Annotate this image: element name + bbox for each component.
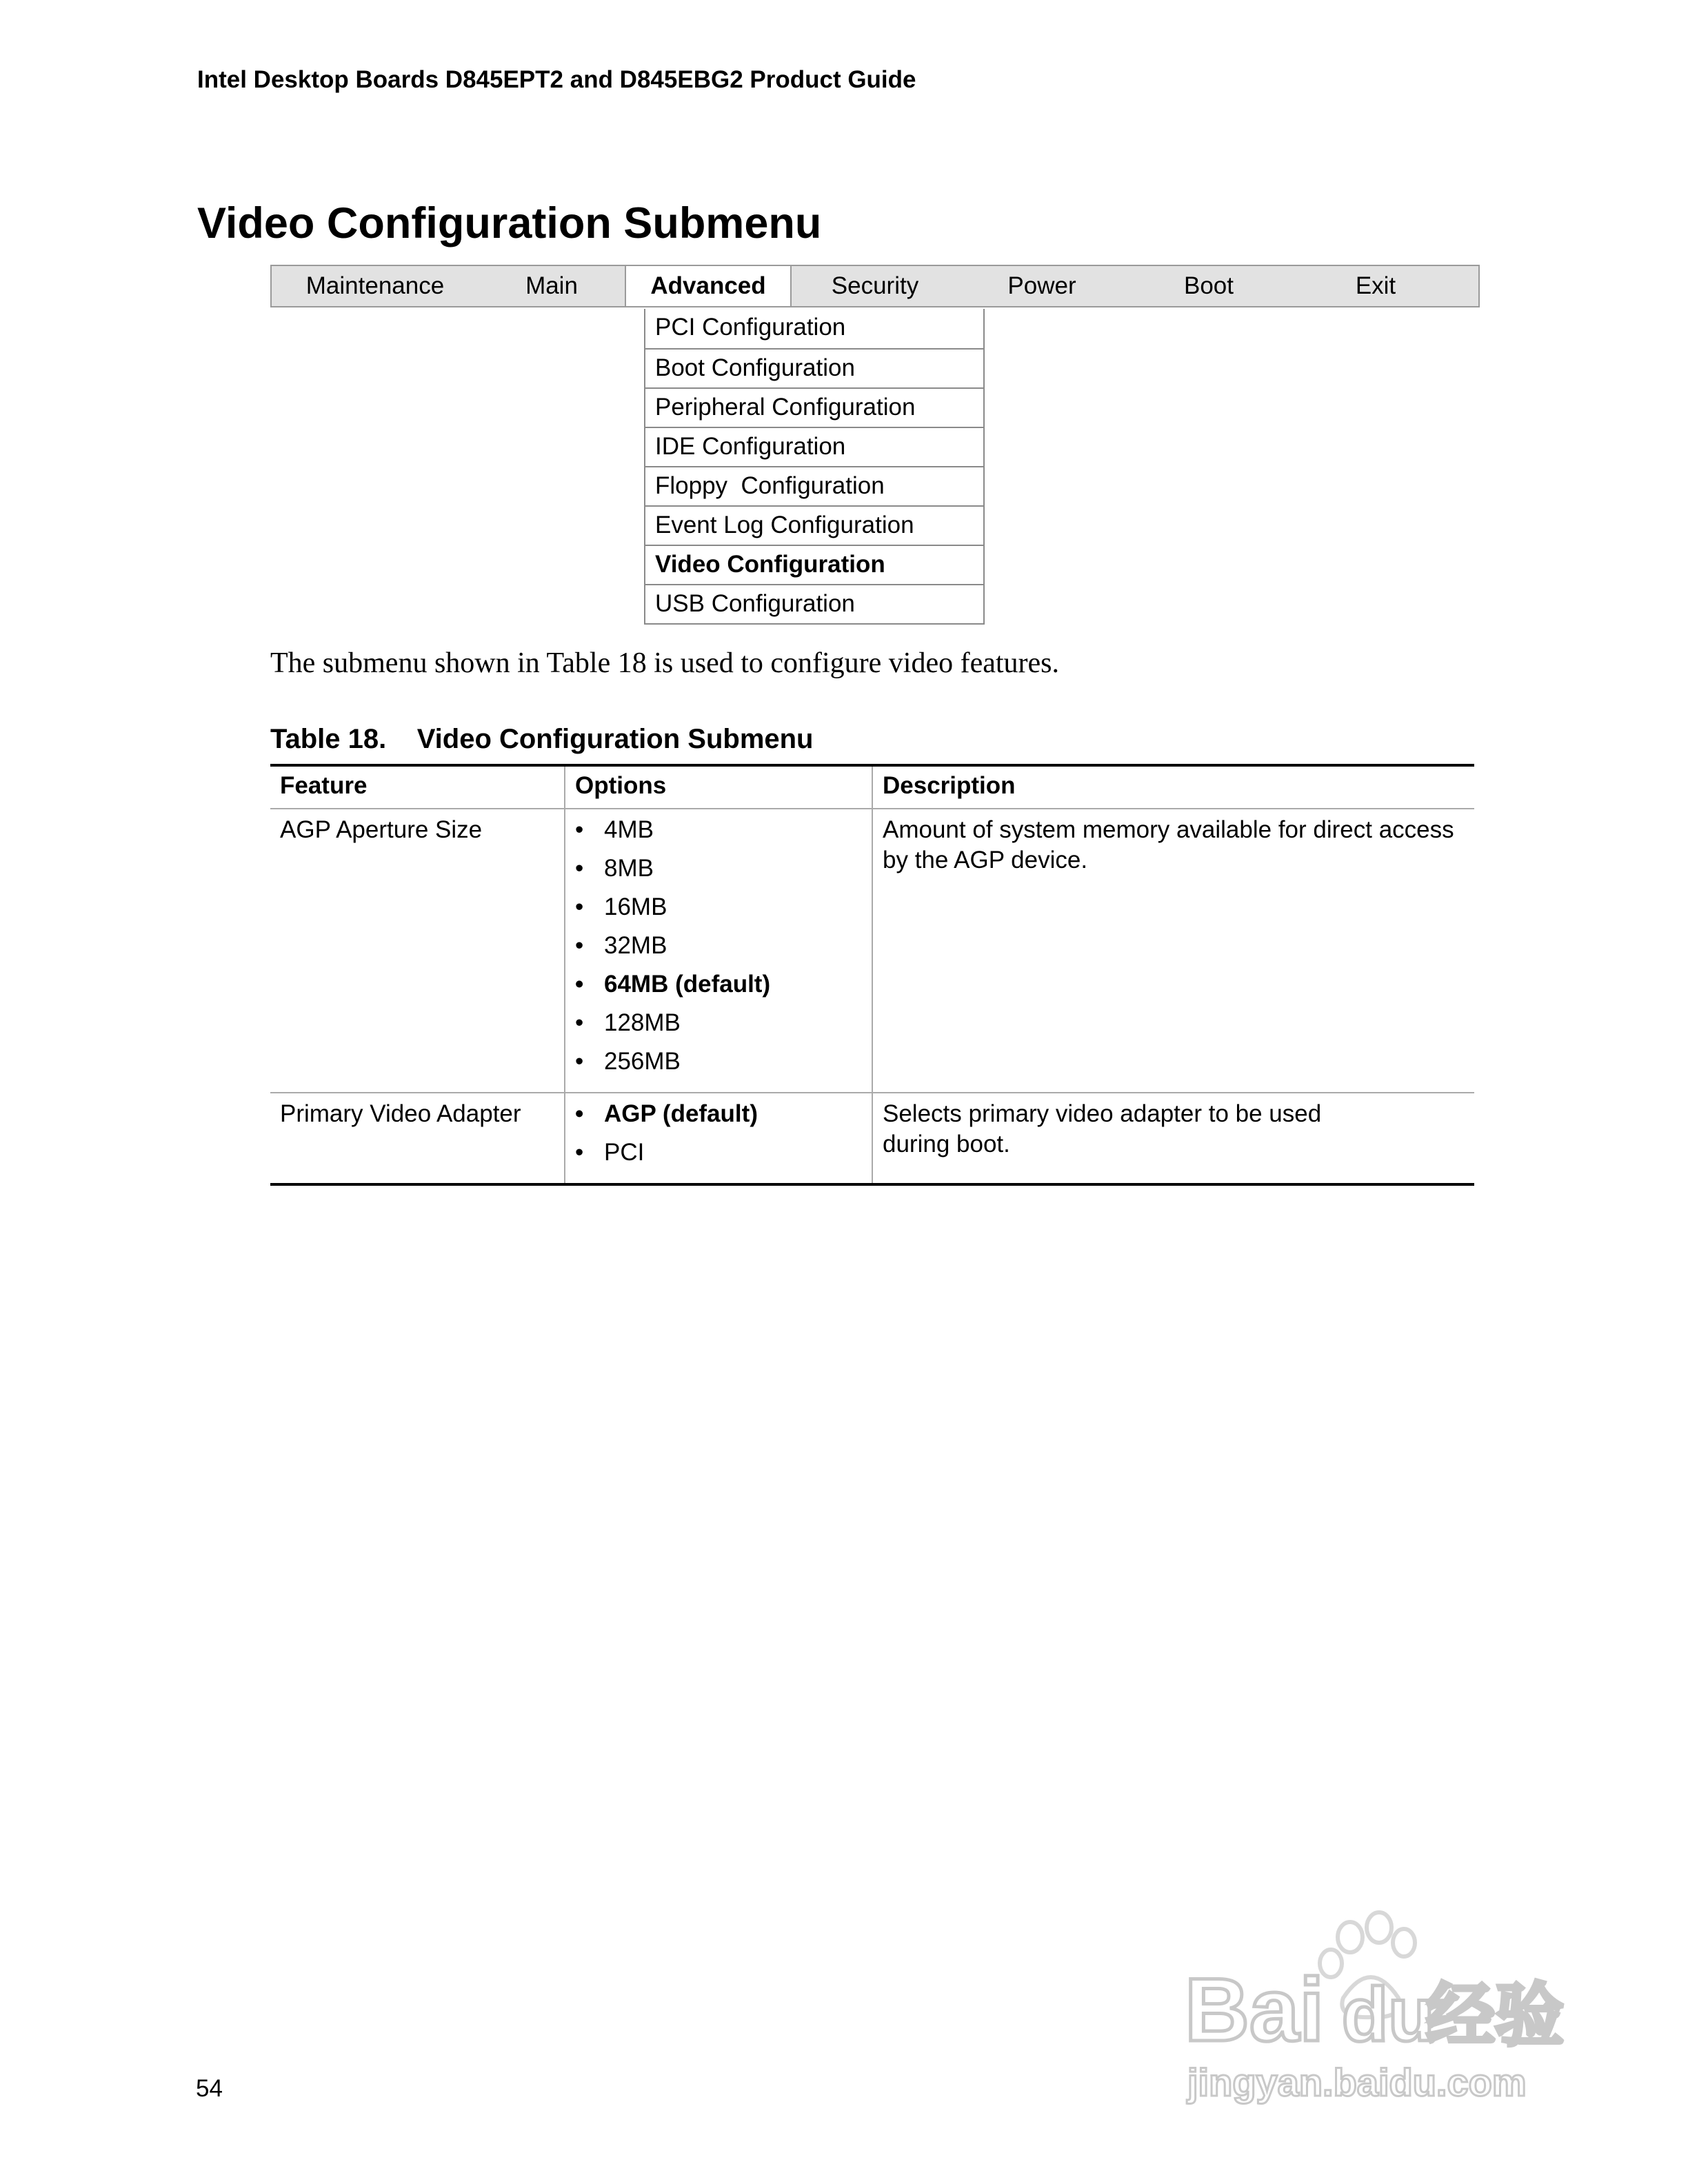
- video-config-table: [270, 764, 1474, 1186]
- tab-advanced[interactable]: Advanced: [625, 266, 792, 306]
- description-cell: [873, 1093, 1474, 1183]
- list-item: • PCI: [575, 1138, 862, 1176]
- feature-cell: Primary Video Adapter: [270, 1093, 565, 1183]
- feature-cell: AGP Aperture Size: [270, 809, 565, 1092]
- tab-power[interactable]: Power: [1007, 272, 1076, 299]
- tab-maintenance[interactable]: Maintenance: [305, 272, 445, 299]
- list-item-default: • AGP (default): [575, 1099, 862, 1138]
- options-list: [575, 1099, 862, 1176]
- column-header-feature: Feature: [270, 767, 565, 808]
- tab-main[interactable]: Main: [525, 272, 578, 299]
- description-text: Selects primary video adapter to be used during boot.: [883, 1100, 1322, 1157]
- bullet-icon: •: [575, 1009, 584, 1036]
- list-item: • 256MB: [575, 1046, 862, 1085]
- svg-text:du: du: [1342, 1972, 1435, 2057]
- list-item: • 32MB: [575, 931, 862, 969]
- bullet-icon: •: [575, 971, 584, 998]
- submenu-item-usb-configuration[interactable]: USB Configuration: [645, 584, 983, 623]
- submenu-item-ide-configuration[interactable]: IDE Configuration: [645, 427, 983, 466]
- table-row: [270, 1092, 1474, 1186]
- column-header-description: Description: [883, 772, 1016, 799]
- submenu-item-video-configuration[interactable]: Video Configuration: [645, 545, 983, 584]
- table-row: [270, 808, 1474, 1092]
- svg-text:Bai: Bai: [1185, 1959, 1325, 2060]
- submenu-item-floppy-configuration[interactable]: Floppy Configuration: [645, 466, 983, 505]
- tab-boot[interactable]: Boot: [1184, 272, 1234, 299]
- svg-text:经验: 经验: [1426, 1977, 1564, 2054]
- bullet-icon: •: [575, 1048, 584, 1075]
- svg-text:jingyan.baidu.com: jingyan.baidu.com: [1187, 2061, 1527, 2104]
- bullet-icon: •: [575, 855, 584, 882]
- list-item: • 4MB: [575, 815, 862, 853]
- column-header-options: Options: [565, 767, 873, 808]
- section-title: Video Configuration Submenu: [197, 199, 822, 247]
- list-item: • 8MB: [575, 853, 862, 892]
- page-number: 54: [196, 2075, 223, 2102]
- table-caption-title: Video Configuration Submenu: [416, 724, 814, 754]
- list-item-default: • 64MB (default): [575, 969, 862, 1008]
- bios-menu-bar: [270, 265, 1480, 307]
- bullet-icon: •: [575, 1100, 584, 1127]
- bullet-icon: •: [575, 816, 584, 843]
- submenu-item-event-log-configuration[interactable]: Event Log Configuration: [645, 505, 983, 545]
- options-cell: [565, 809, 873, 1092]
- running-header: Intel Desktop Boards D845EPT2 and D845EBG2 Product Guide: [197, 66, 916, 93]
- tab-exit[interactable]: Exit: [1355, 272, 1396, 299]
- submenu-item-pci-configuration[interactable]: PCI Configuration: [655, 314, 846, 341]
- baidu-watermark-logo: [1185, 1910, 1571, 2110]
- table-header-row: [270, 764, 1474, 808]
- submenu-item-boot-configuration[interactable]: Boot Configuration: [645, 348, 983, 387]
- bullet-icon: •: [575, 1139, 584, 1166]
- options-list: [575, 815, 862, 1085]
- table-caption-number: Table 18.: [270, 724, 387, 754]
- list-item: • 128MB: [575, 1008, 862, 1046]
- submenu-item-peripheral-configuration[interactable]: Peripheral Configuration: [645, 387, 983, 427]
- bullet-icon: •: [575, 893, 584, 920]
- advanced-submenu: [644, 309, 985, 625]
- table-caption: [270, 724, 814, 755]
- tab-security[interactable]: Security: [831, 272, 919, 299]
- list-item: • 16MB: [575, 892, 862, 931]
- options-cell: [565, 1093, 873, 1183]
- description-cell: Amount of system memory available for direct access by the AGP device.: [883, 816, 1454, 873]
- bullet-icon: •: [575, 932, 584, 959]
- intro-paragraph: The submenu shown in Table 18 is used to configure video features.: [270, 647, 1060, 679]
